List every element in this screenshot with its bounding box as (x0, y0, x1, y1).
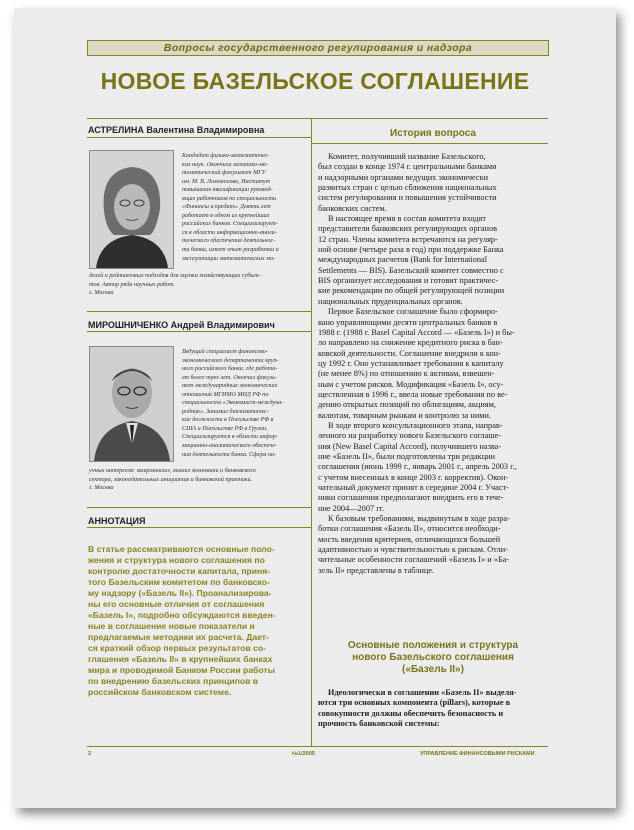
body-line: национальных пруденциальных органов. (318, 296, 463, 306)
bio-line: им. М. В. Ломоносова, Институт (182, 178, 271, 185)
body-line: соглашения (июнь 1999 г., январь 2001 г., апрель 2003 г., (318, 462, 517, 472)
body-line: Идеологически в соглашении «Базель II» выделя- (328, 688, 517, 697)
provisions-heading-line: нового Базельского соглашения (352, 652, 514, 663)
author-name: МИРОШНИЧЕНКО Андрей Владимирович (88, 320, 275, 330)
bio-line: работает в одном из крупнейших (182, 212, 270, 219)
body-line: совокупности должны обеспечить безопасность и (318, 708, 504, 718)
bio-line: эксплуатации математических мо- (182, 255, 276, 262)
annotation-line: жения и структура нового соглашения по (88, 555, 265, 565)
issue-number: №1/2005 (292, 751, 315, 757)
annotation-line: российском банковском системе. (88, 687, 232, 697)
body-line: зель II» представлены в таблице. (318, 565, 435, 575)
annotation-line: му надзору («Базель II»). Проанализирова- (88, 588, 272, 598)
body-line: BIS организует исследования и готовит практичес- (318, 276, 499, 286)
article-title: НОВОЕ БАЗЕЛЬСКОЕ СОГЛАШЕНИЕ (100, 68, 530, 94)
history-heading: История вопроса (390, 128, 476, 139)
body-line: Settlements — BIS). Базельский комитет совместно с (318, 265, 504, 275)
body-line: развитых стран с целью сближения национальных (318, 183, 497, 193)
bio-line: ких наук. Окончила механико-ма- (182, 161, 268, 168)
bio-line: специальности «Экономист-междуна- (182, 400, 284, 407)
annotation-line: предлагаемые методики их расчета. Дает- (88, 632, 269, 642)
body-line: ленного на разработку нового Базельского соглаше- (318, 431, 502, 441)
bio-line: тов. Автор ряда научных работ. (89, 281, 176, 288)
body-line: международных расчетов (Bank for International (318, 255, 488, 265)
column-divider (311, 119, 312, 747)
bio-city: г. Москва (89, 485, 114, 492)
body-line: банковских систем. (318, 203, 387, 213)
provisions-heading-line: Основные положения и структура (347, 640, 519, 651)
bio-line: мационно-аналитического обеспече- (182, 443, 277, 450)
body-line: с учетом внесенных в конце 2003 г. корректив). Окон- (318, 472, 509, 482)
provisions-heading (318, 640, 548, 676)
bio-line: сектора, законодательных инициатив и банковской практики. (89, 476, 253, 483)
body-line: Первое Базельское соглашение было сформиро- (328, 307, 498, 317)
body-line: представители банковских регулирующих органов (318, 224, 498, 234)
bio-line: тематический факультет МГУ (182, 170, 266, 177)
provisions-body (318, 688, 548, 729)
journal-name: УПРАВЛЕНИЕ ФИНАНСОВЫМИ РИСКАМИ (420, 751, 535, 757)
bio-line: родник». Занимал дипломатичес- (182, 408, 269, 415)
bio-city: г. Москва (89, 290, 114, 297)
body-line: ются три основных компонента (pillars), которые в (318, 698, 511, 708)
body-line: ние «Базель II», были подготовлены три редакции (318, 451, 496, 461)
annotation-line: того Базельским комитетом по банковско- (88, 577, 270, 587)
bio-line: Ведущий специалист финансово- (182, 349, 268, 355)
bio-line: Специализируется в области инфор- (182, 434, 278, 441)
annotation-line: «Базель I», подробно обсуждаются введен- (88, 610, 276, 620)
bio-line: ния деятельности банка. Сфера на- (182, 451, 277, 458)
bio-line: США и Посольстве РФ в Грузии. (182, 425, 268, 432)
body-line: В настоящее время в состав комитета входят (328, 214, 486, 224)
annotation-line: ны его основные отличия от соглашения (88, 599, 265, 609)
body-line: В ходе второго консультационного этапа, направ- (328, 420, 503, 430)
bio-line: ет более трех лет. Окончил факуль- (182, 374, 277, 381)
body-line: 1988 г. (1988 г. Basel Capital Accord — «Базель I») и бы- (318, 327, 515, 337)
author2-underline (87, 331, 311, 332)
annotation-line: глашения «Базель II» в крупнейших банках (88, 654, 273, 664)
body-line: 12 стран. Члены комитета встречаются на регуляр- (318, 234, 498, 244)
body-line: ники соглашения предполагают внедрить его в тече- (318, 493, 504, 503)
author-bio-wide (89, 467, 256, 493)
author-bio (182, 152, 279, 263)
body-line: К базовым требованиям, выдвинутым в ходе разра- (328, 514, 510, 524)
body-line: Комитет, получивший название Базельского, (328, 152, 486, 161)
bio-line: ти банка, имеет опыт разработки и (182, 247, 279, 254)
bio-line: учных интересов: макроанализ, анализ экономики и банковского (89, 468, 256, 474)
body-line: валютам, товарным рынкам и контролю за ними. (318, 410, 492, 420)
history-body (318, 152, 548, 576)
annotation-line: по внедрению базельских принципов в (88, 676, 259, 686)
body-line: чательный документ принят в середине 2004 г. Участ- (318, 483, 509, 492)
body-line: ной основе (четыре раза в год) при поддержке Банка (318, 245, 504, 255)
bio-line: Кандидат физико-математичес- (182, 153, 270, 159)
footer-rule (87, 746, 548, 747)
bio-line: российских банков. Специализирует- (182, 221, 278, 228)
body-line: ществленная в 1996 г., ввела новые требования по ве- (318, 389, 508, 399)
body-line: ным с учетом рисков. Модификация «Базель I», осу- (318, 379, 504, 389)
body-line: был создан в конце 1974 г. центральными банками (318, 162, 497, 172)
body-line: мость введения критериев, отличающихся большей (318, 534, 501, 544)
author2-bottom-rule (87, 507, 311, 508)
author-bio-wide (89, 272, 261, 298)
bio-line: экономического департамента круп- (182, 357, 279, 364)
history-underline (312, 143, 548, 144)
body-line: ковской деятельности. Соглашение внедрили к кон- (318, 348, 501, 358)
body-line: цу 1992 г. Оно устанавливает требования к капиталу (318, 358, 504, 368)
body-line: систем регулирования и повышения устойчивости (318, 193, 497, 203)
title-underline (87, 118, 548, 119)
bio-line: отношений МГИМО МИД РФ по (182, 391, 269, 398)
body-line: кие рекомендации по общей регулирующей позиции (318, 286, 505, 296)
body-line: и надзорными органами ведущих экономически (318, 172, 489, 182)
provisions-heading-line: («Базель II») (402, 664, 464, 675)
bio-line: делей и рейтинговых подходов для оценки хозяйствующих субъек- (89, 273, 261, 279)
author1-underline (87, 137, 311, 138)
body-line: ния (New Basel Capital Accord), получившего назва- (318, 441, 502, 451)
author1-bottom-rule (87, 311, 311, 312)
bio-line: тет международных экономических (182, 383, 278, 390)
annotation-line: В статье рассматриваются основные поло- (88, 544, 275, 554)
author-photo (89, 346, 174, 462)
annotation-underline (87, 527, 311, 528)
body-line: чительные особенности соглашений «Базель I» и «Ба- (318, 555, 510, 565)
bio-line: ного российского банка, где работа- (182, 366, 278, 373)
bio-line: ся в области информационно-анали- (182, 229, 277, 236)
body-line: вано управляющими десяти центральных банков в (318, 317, 498, 327)
page-number: 2 (88, 751, 92, 757)
section-band: Вопросы государственного регулирования и надзора (87, 40, 549, 56)
annotation-line: мира и проводимой Банком России работы (88, 665, 275, 675)
body-line: ло направлено на снижение кредитного риска в бан- (318, 338, 503, 348)
body-line: адаптивностью и чувствительностью к рискам. Отли- (318, 545, 508, 555)
bio-line: повышения квалификации руковод- (182, 187, 273, 194)
bio-line: кие должности в Посольстве РФ в (182, 417, 274, 424)
body-line: ние 2004—2007 гг. (318, 503, 385, 513)
author-photo (89, 150, 174, 269)
body-line: ботки соглашения «Базель II», относится необходи- (318, 524, 501, 534)
annotation-label: АННОТАЦИЯ (88, 516, 146, 526)
body-line: (не менее 8%) по отношению к активам, взвешен- (318, 369, 495, 379)
body-line: прочность банковской системы: (318, 719, 440, 729)
body-line: дению открытых позиций по облигациям, акциям, (318, 400, 496, 410)
annotation-line: ся краткий обзор первых результатов со- (88, 643, 267, 653)
bio-line: «Финансы и кредит». Девять лет (182, 204, 271, 211)
annotation-text (88, 544, 304, 698)
author-name: АСТРЕЛИНА Валентина Владимировна (88, 125, 265, 135)
bio-line: тического обеспечения деятельнос- (182, 238, 276, 245)
author-bio (182, 348, 283, 459)
annotation-line: ные в соглашение новые показатели и (88, 621, 255, 631)
annotation-line: контролю достаточности капитала, приня- (88, 566, 271, 576)
bio-line: ящих работников по специальности (182, 195, 277, 202)
